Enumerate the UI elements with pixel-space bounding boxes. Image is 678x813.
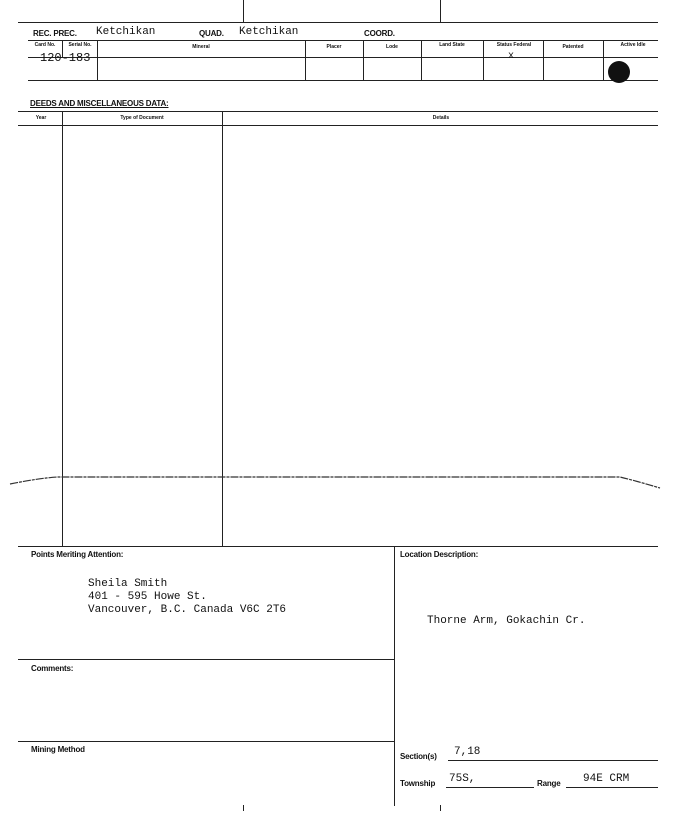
active-dot [608,61,630,83]
serial-no-header: Serial No. [68,42,92,48]
header-table-bottom [28,80,658,81]
header-table-mid [28,57,658,58]
range-label: Range [537,779,561,788]
comments-label: Comments: [31,664,74,673]
card-no-header: Card No. [34,42,56,48]
sections-label: Section(s) [400,752,437,761]
patented-header: Patented [562,44,584,50]
deeds-title: DEEDS AND MISCELLANEOUS DATA: [30,99,169,108]
quad-label: QUAD. [199,29,224,38]
bottom-tick-2 [440,805,441,811]
township-label: Township [400,779,436,788]
lode-header: Lode [386,44,398,50]
year-header: Year [35,115,47,121]
col-divider-5 [421,40,422,80]
sections-value: 7,18 [454,746,481,758]
header-table-top [28,40,658,41]
federal-mark: x [508,51,515,62]
sections-underline [448,760,658,761]
location-label: Location Description: [400,550,479,559]
points-line-1: Sheila Smith [88,578,168,590]
range-underline [566,787,658,788]
col-divider-6 [483,40,484,80]
bottom-tick-1 [243,805,244,811]
col-divider-8 [603,40,604,80]
coord-label: COORD. [364,29,395,38]
rec-prec-label: REC. PREC. [33,29,77,38]
township-value: 75S, [449,773,476,785]
top-tick-left [243,0,244,22]
location-value: Thorne Arm, Gokachin Cr. [427,615,586,627]
range-value: 94E CRM [583,773,630,785]
status-federal-header: Status Federal [496,42,532,48]
fold-line [0,470,678,494]
points-line-3: Vancouver, B.C. Canada V6C 2T6 [88,604,287,616]
lower-divider [394,546,395,806]
mining-rule [18,741,394,742]
rec-prec-value: Ketchikan [96,26,156,38]
mining-method-label: Mining Method [31,745,85,754]
points-text [88,578,286,617]
quad-value: Ketchikan [239,26,299,38]
points-line-2: 401 - 595 Howe St. [88,591,207,603]
placer-header: Placer [326,44,342,50]
details-header: Details [432,115,450,121]
land-state-header: Land State [439,42,465,48]
township-underline [446,787,534,788]
points-label: Points Meriting Attention: [31,550,124,559]
top-tick-right [440,0,441,22]
top-rule [18,22,658,23]
deeds-top-rule [18,111,658,112]
type-of-document-header: Type of Document [120,115,164,121]
mineral-header: Mineral [192,44,210,50]
deeds-header-rule [18,125,658,126]
card-serial-value: 120-183 [40,51,91,65]
comments-rule [18,659,394,660]
active-idle-header: Active Idle [620,42,646,48]
deeds-bottom-rule [18,546,658,547]
